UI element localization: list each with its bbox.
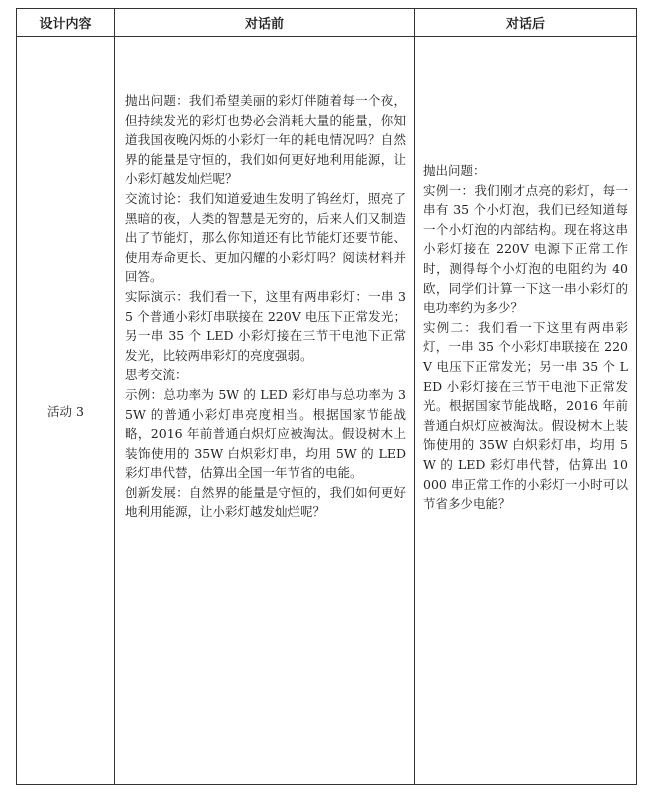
header-before-dialogue: 对话前 [115, 9, 415, 37]
after-paragraph-example-1: 实例一：我们刚才点亮的彩灯，每一串有 35 个小灯泡，我们已经知道每一个小灯泡的内部结构。现在将这串小彩灯接在 220V 电源下正常工作时，测得每个小灯泡的电阻约为 40 欧，同学们计算一下这一串小彩灯的电功率约为多少？ [423, 182, 628, 316]
before-paragraph-innovation: 创新发展：自然界的能量是守恒的，我们如何更好地利用能源，让小彩灯越发灿烂呢？ [125, 484, 406, 520]
table-row [17, 37, 637, 785]
table-header-row [17, 9, 637, 37]
before-paragraph-discussion: 交流讨论：我们知道爱迪生发明了钨丝灯，照亮了黑暗的夜，人类的智慧是无穷的，后来人们又制造出了节能灯，那么你知道还有比节能灯还要节能、使用寿命更长、更加闪耀的小彩灯吗？阅读材料并回答。 [125, 190, 406, 285]
after-paragraph-question: 抛出问题： [423, 163, 486, 178]
after-paragraph-example-2: 实例二：我们看一下这里有两串彩灯，一串 35 个小彩灯串联接在 220V 电压下正常发光；另一串 35 个 LED 小彩灯接在三节干电池下正常发光。根据国家节能战略，2016 年前普通白炽灯应被淘汰。假设树木上装饰使用的 35W 白炽彩灯串，均用 5W 的 LED 彩灯串代替，估算出 10000 串正常工作的小彩灯一小时可以节省多少电能？ [423, 319, 628, 512]
header-design-content: 设计内容 [17, 9, 115, 37]
lesson-design-table [16, 8, 637, 785]
before-paragraph-demo: 实际演示：我们看一下，这里有两串彩灯：一串 35 个普通小彩灯串联接在 220V 电压下正常发光；另一串 35 个 LED 小彩灯接在三节干电池下正常发光，比较两串彩灯的亮度强弱。 [125, 288, 406, 363]
header-after-dialogue: 对话后 [415, 9, 637, 37]
before-paragraph-think-heading: 思考交流： [125, 367, 188, 383]
before-paragraph-example: 示例：总功率为 5W 的 LED 彩灯串与总功率为 35W 的普通小彩灯串亮度相当。根据国家节能战略，2016 年前普通白炽灯应被淘汰。假设树木上装饰使用的 35W 白炽彩灯串，均用 5W 的 LED 彩灯串代替，估算出全国一年节省的电能。 [125, 386, 406, 481]
before-dialogue-cell [115, 37, 415, 785]
after-dialogue-cell [415, 37, 637, 785]
activity-label: 活动 3 [17, 37, 115, 785]
before-paragraph-question: 抛出问题：我们希望美丽的彩灯伴随着每一个夜，但持续发光的彩灯也势必会消耗大量的能量，你知道我国夜晚闪烁的小彩灯一年的耗电情况吗？自然界的能量是守恒的，我们如何更好地利用能源，让小彩灯越发灿烂呢？ [125, 93, 406, 187]
